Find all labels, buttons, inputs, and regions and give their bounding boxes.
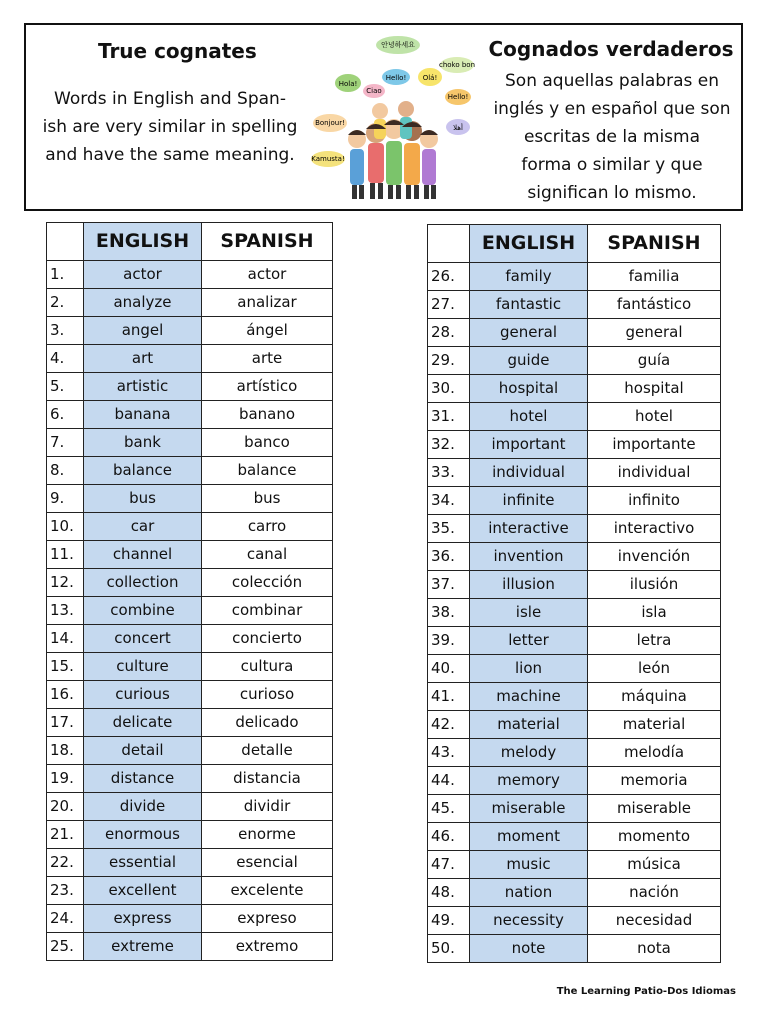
table-row [47, 877, 333, 905]
row-number: 49. [428, 907, 470, 935]
row-number: 47. [428, 851, 470, 879]
spanish-word: infinito [588, 487, 721, 515]
table-row [428, 375, 721, 403]
row-number: 11. [47, 541, 84, 569]
bubble-text: Bonjour! [315, 119, 345, 127]
english-word: bank [84, 429, 202, 457]
english-header: ENGLISH [470, 225, 588, 263]
spanish-word: individual [588, 459, 721, 487]
row-number: 12. [47, 569, 84, 597]
spanish-word: memoria [588, 767, 721, 795]
english-word: hospital [470, 375, 588, 403]
spanish-word: detalle [202, 737, 333, 765]
spanish-word: música [588, 851, 721, 879]
english-description-line: and have the same meaning. [45, 145, 295, 165]
spanish-word: letra [588, 627, 721, 655]
english-word: combine [84, 597, 202, 625]
spanish-word: bus [202, 485, 333, 513]
english-word: divide [84, 793, 202, 821]
table-row [428, 431, 721, 459]
spanish-word: delicado [202, 709, 333, 737]
spanish-word: importante [588, 431, 721, 459]
table-row [47, 513, 333, 541]
spanish-word: actor [202, 261, 333, 289]
spanish-word: excelente [202, 877, 333, 905]
row-number: 9. [47, 485, 84, 513]
english-word: angel [84, 317, 202, 345]
table-header-row [428, 225, 721, 263]
row-number: 46. [428, 823, 470, 851]
english-word: collection [84, 569, 202, 597]
row-number: 40. [428, 655, 470, 683]
row-number: 32. [428, 431, 470, 459]
row-number: 22. [47, 849, 84, 877]
english-word: individual [470, 459, 588, 487]
spanish-word: nación [588, 879, 721, 907]
table-row [428, 571, 721, 599]
english-word: detail [84, 737, 202, 765]
table-row [428, 627, 721, 655]
table-row [47, 653, 333, 681]
spanish-word: artístico [202, 373, 333, 401]
table-row [47, 457, 333, 485]
row-number: 23. [47, 877, 84, 905]
spanish-word: dividir [202, 793, 333, 821]
table-row [428, 823, 721, 851]
table-row [47, 597, 333, 625]
bubble-text: Ciao [366, 87, 382, 95]
spanish-word: necesidad [588, 907, 721, 935]
row-number: 19. [47, 765, 84, 793]
english-word: delicate [84, 709, 202, 737]
english-word: guide [470, 347, 588, 375]
english-word: hotel [470, 403, 588, 431]
spanish-word: general [588, 319, 721, 347]
spanish-title: Cognados verdaderos [488, 37, 734, 61]
bubble-text: Hola! [338, 80, 358, 88]
english-word: interactive [470, 515, 588, 543]
table-row [47, 289, 333, 317]
table-row [47, 933, 333, 961]
table-row [428, 851, 721, 879]
row-number: 34. [428, 487, 470, 515]
row-number: 33. [428, 459, 470, 487]
spanish-word: balance [202, 457, 333, 485]
row-number: 2. [47, 289, 84, 317]
english-word: lion [470, 655, 588, 683]
table-row [428, 459, 721, 487]
english-description-line: Words in English and Span- [54, 89, 286, 109]
row-number: 43. [428, 739, 470, 767]
english-word: distance [84, 765, 202, 793]
table-row [428, 683, 721, 711]
spanish-word: material [588, 711, 721, 739]
children-group [348, 101, 438, 199]
english-word: letter [470, 627, 588, 655]
spanish-word: momento [588, 823, 721, 851]
spanish-header: SPANISH [588, 225, 721, 263]
spanish-word: concierto [202, 625, 333, 653]
spanish-word: hospital [588, 375, 721, 403]
spanish-word: ilusión [588, 571, 721, 599]
spanish-description-line: significan lo mismo. [527, 183, 697, 203]
spanish-word: carro [202, 513, 333, 541]
children-greetings-illustration [308, 31, 476, 209]
spanish-word: máquina [588, 683, 721, 711]
table-row [428, 319, 721, 347]
table-row [428, 711, 721, 739]
table-row [47, 625, 333, 653]
english-word: artistic [84, 373, 202, 401]
spanish-word: cultura [202, 653, 333, 681]
english-word: excellent [84, 877, 202, 905]
table-row [428, 403, 721, 431]
table-row [47, 849, 333, 877]
table-row [47, 429, 333, 457]
row-number: 5. [47, 373, 84, 401]
english-word: general [470, 319, 588, 347]
spanish-word: león [588, 655, 721, 683]
spanish-word: expreso [202, 905, 333, 933]
bubble-text: Olá! [422, 74, 438, 82]
spanish-word: banano [202, 401, 333, 429]
row-number: 3. [47, 317, 84, 345]
english-word: express [84, 905, 202, 933]
row-number: 27. [428, 291, 470, 319]
table-row [428, 907, 721, 935]
english-word: essential [84, 849, 202, 877]
table-row [428, 487, 721, 515]
row-number: 35. [428, 515, 470, 543]
number-header [428, 225, 470, 263]
spanish-word: isla [588, 599, 721, 627]
row-number: 29. [428, 347, 470, 375]
english-word: curious [84, 681, 202, 709]
table-row [47, 317, 333, 345]
spanish-word: esencial [202, 849, 333, 877]
english-word: channel [84, 541, 202, 569]
row-number: 28. [428, 319, 470, 347]
spanish-description-line: forma o similar y que [521, 155, 703, 175]
table-row [47, 821, 333, 849]
spanish-word: curioso [202, 681, 333, 709]
english-word: material [470, 711, 588, 739]
row-number: 6. [47, 401, 84, 429]
spanish-word: interactivo [588, 515, 721, 543]
english-word: culture [84, 653, 202, 681]
english-word: infinite [470, 487, 588, 515]
spanish-word: combinar [202, 597, 333, 625]
english-word: invention [470, 543, 588, 571]
english-word: bus [84, 485, 202, 513]
row-number: 39. [428, 627, 470, 655]
table-row [47, 793, 333, 821]
cognates-table-left [46, 222, 333, 961]
row-number: 41. [428, 683, 470, 711]
bubble-text: Hello! [447, 93, 469, 101]
table-row [428, 879, 721, 907]
row-number: 50. [428, 935, 470, 963]
spanish-word: distancia [202, 765, 333, 793]
spanish-word: enorme [202, 821, 333, 849]
bubble-text: أهلا [453, 124, 463, 132]
table-row [428, 291, 721, 319]
english-word: music [470, 851, 588, 879]
spanish-word: canal [202, 541, 333, 569]
english-word: miserable [470, 795, 588, 823]
row-number: 20. [47, 793, 84, 821]
spanish-word: analizar [202, 289, 333, 317]
english-description-line: ish are very similar in spelling [42, 117, 298, 137]
spanish-word: ángel [202, 317, 333, 345]
table-row [428, 347, 721, 375]
table-header-row [47, 223, 333, 261]
bubble-text: 안녕하세요 [381, 41, 415, 49]
row-number: 37. [428, 571, 470, 599]
english-word: illusion [470, 571, 588, 599]
bubble-text: choko bon [438, 61, 476, 69]
spanish-word: hotel [588, 403, 721, 431]
table-row [47, 541, 333, 569]
spanish-description-line: Son aquellas palabras en [505, 71, 719, 91]
spanish-header: SPANISH [202, 223, 333, 261]
row-number: 18. [47, 737, 84, 765]
english-word: balance [84, 457, 202, 485]
table-row [428, 767, 721, 795]
english-word: fantastic [470, 291, 588, 319]
spanish-description-line: escritas de la misma [523, 127, 701, 147]
spanish-word: fantástico [588, 291, 721, 319]
english-word: banana [84, 401, 202, 429]
english-word: nation [470, 879, 588, 907]
spanish-word: miserable [588, 795, 721, 823]
row-number: 16. [47, 681, 84, 709]
table-row [47, 681, 333, 709]
spanish-description [478, 67, 746, 207]
table-row [47, 401, 333, 429]
spanish-word: guía [588, 347, 721, 375]
english-word: isle [470, 599, 588, 627]
table-row [47, 905, 333, 933]
table-row [47, 345, 333, 373]
cognates-table-right [427, 224, 721, 963]
bubble-text: Kamusta! [311, 155, 345, 163]
row-number: 14. [47, 625, 84, 653]
spanish-word: arte [202, 345, 333, 373]
number-header [47, 223, 84, 261]
english-word: actor [84, 261, 202, 289]
english-word: family [470, 263, 588, 291]
row-number: 8. [47, 457, 84, 485]
table-row [428, 515, 721, 543]
english-word: machine [470, 683, 588, 711]
spanish-description-line: inglés y en español que son [493, 99, 731, 119]
english-word: necessity [470, 907, 588, 935]
row-number: 25. [47, 933, 84, 961]
table-row [47, 569, 333, 597]
spanish-word: melodía [588, 739, 721, 767]
row-number: 13. [47, 597, 84, 625]
table-row [428, 935, 721, 963]
row-number: 1. [47, 261, 84, 289]
row-number: 10. [47, 513, 84, 541]
footer-credit: The Learning Patio-Dos Idiomas [556, 986, 736, 997]
row-number: 26. [428, 263, 470, 291]
english-title: True cognates [98, 39, 257, 63]
english-word: concert [84, 625, 202, 653]
english-word: analyze [84, 289, 202, 317]
english-word: melody [470, 739, 588, 767]
table-row [47, 765, 333, 793]
table-row [47, 261, 333, 289]
spanish-word: invención [588, 543, 721, 571]
row-number: 45. [428, 795, 470, 823]
spanish-word: familia [588, 263, 721, 291]
row-number: 48. [428, 879, 470, 907]
table-row [47, 737, 333, 765]
spanish-word: nota [588, 935, 721, 963]
table-row [47, 709, 333, 737]
table-row [428, 599, 721, 627]
row-number: 38. [428, 599, 470, 627]
row-number: 7. [47, 429, 84, 457]
table-row [428, 795, 721, 823]
row-number: 15. [47, 653, 84, 681]
english-word: extreme [84, 933, 202, 961]
row-number: 24. [47, 905, 84, 933]
table-row [428, 263, 721, 291]
english-description [34, 85, 306, 169]
english-word: memory [470, 767, 588, 795]
table-row [428, 655, 721, 683]
english-word: note [470, 935, 588, 963]
row-number: 42. [428, 711, 470, 739]
row-number: 21. [47, 821, 84, 849]
english-word: enormous [84, 821, 202, 849]
english-header: ENGLISH [84, 223, 202, 261]
header-box [24, 23, 743, 211]
english-word: car [84, 513, 202, 541]
row-number: 17. [47, 709, 84, 737]
english-word: moment [470, 823, 588, 851]
bubble-text: Hello! [385, 74, 407, 82]
row-number: 31. [428, 403, 470, 431]
english-word: important [470, 431, 588, 459]
table-row [47, 485, 333, 513]
row-number: 36. [428, 543, 470, 571]
spanish-word: extremo [202, 933, 333, 961]
spanish-word: banco [202, 429, 333, 457]
spanish-word: colección [202, 569, 333, 597]
row-number: 4. [47, 345, 84, 373]
row-number: 44. [428, 767, 470, 795]
table-row [428, 739, 721, 767]
table-row [428, 543, 721, 571]
table-row [47, 373, 333, 401]
english-word: art [84, 345, 202, 373]
row-number: 30. [428, 375, 470, 403]
